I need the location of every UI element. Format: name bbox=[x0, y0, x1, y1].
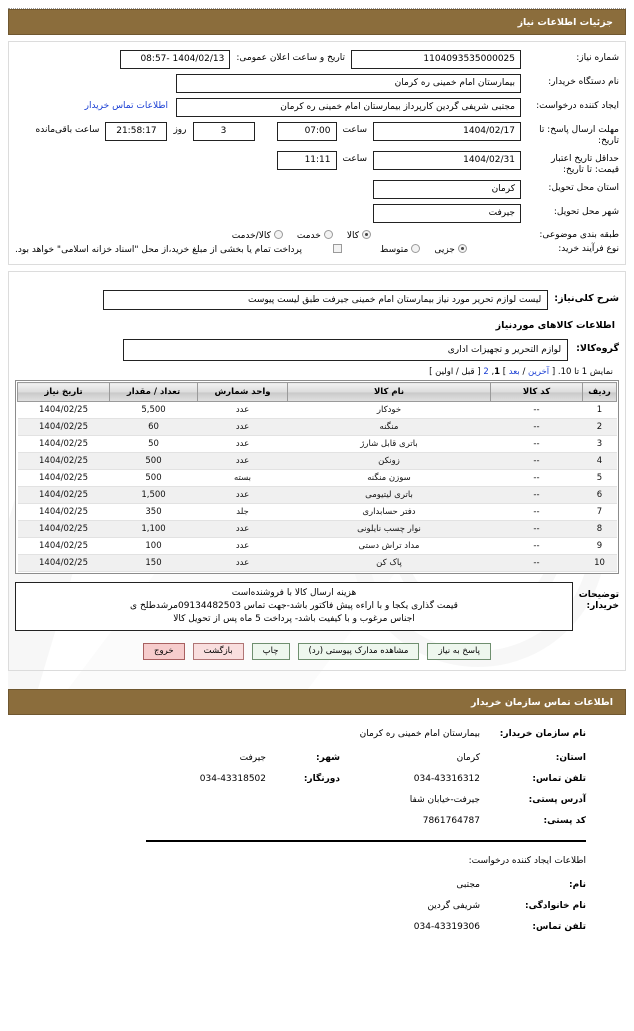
cell-qty: 150 bbox=[110, 555, 198, 572]
contact-address-value: جیرفت-خیابان شفا bbox=[409, 795, 480, 805]
cell-name: پاک کن bbox=[288, 555, 491, 572]
table-row bbox=[18, 419, 617, 436]
validity-hour-label: ساعت bbox=[342, 154, 367, 164]
row-need-number bbox=[15, 50, 619, 70]
deadline-time-field[interactable]: 07:00 bbox=[277, 122, 337, 141]
page-title: جزئیات اطلاعات نیاز bbox=[8, 9, 626, 35]
row-classification bbox=[15, 230, 619, 241]
summary-field[interactable]: لیست لوازم تحریر مورد نیاز بیمارستان امام خمینی جیرفت طبق لیست پیوست bbox=[103, 290, 548, 310]
cell-qty: 500 bbox=[110, 470, 198, 487]
need-number-field[interactable]: 1104093535000025 bbox=[351, 50, 521, 69]
table-row bbox=[18, 402, 617, 419]
row-requester-last-name bbox=[8, 901, 586, 911]
cell-unit: عدد bbox=[198, 436, 288, 453]
cell-unit: جلد bbox=[198, 504, 288, 521]
cell-code: -- bbox=[491, 504, 583, 521]
row-deadline bbox=[15, 122, 619, 147]
cell-name: منگنه bbox=[288, 419, 491, 436]
cell-date: 1404/02/25 bbox=[18, 521, 110, 538]
row-requester-first-name bbox=[8, 880, 586, 890]
table-row bbox=[18, 487, 617, 504]
contact-address-label: آدرس پستی: bbox=[528, 795, 586, 805]
contact-province-value: کرمان bbox=[456, 753, 480, 763]
pagination-last-link[interactable]: آخرین bbox=[528, 367, 550, 377]
process-option-minor[interactable] bbox=[434, 244, 467, 255]
row-contact-phone bbox=[8, 774, 586, 784]
requester-section-title: اطلاعات ایجاد کننده درخواست: bbox=[468, 856, 586, 866]
col-header-qty: تعداد / مقدار bbox=[110, 383, 198, 402]
process-option-minor-label: جزیی bbox=[434, 245, 455, 255]
action-button-row bbox=[15, 643, 619, 664]
contact-province-label: استان: bbox=[555, 753, 586, 763]
table-row bbox=[18, 436, 617, 453]
contact-postal-label: کد پستی: bbox=[543, 816, 586, 826]
cell-name: باتری قابل شارژ bbox=[288, 436, 491, 453]
radio-icon[interactable] bbox=[274, 230, 283, 239]
respond-to-need-button[interactable]: پاسخ به نیاز bbox=[427, 643, 491, 660]
creator-label bbox=[521, 98, 619, 112]
row-summary bbox=[15, 290, 619, 310]
contact-city-label: شهر: bbox=[316, 753, 340, 763]
cell-row: 5 bbox=[583, 470, 617, 487]
pagination-comma: , bbox=[491, 367, 495, 377]
row-province bbox=[15, 180, 619, 200]
classification-option-both[interactable] bbox=[232, 230, 283, 241]
col-header-date: تاریخ نیاز bbox=[18, 383, 110, 402]
row-goods-group bbox=[15, 339, 619, 361]
cell-qty: 500 bbox=[110, 453, 198, 470]
table-row bbox=[18, 504, 617, 521]
buyer-notes-line-1: هزینه ارسال کالا با فروشنده‌است bbox=[231, 588, 357, 598]
cell-row: 4 bbox=[583, 453, 617, 470]
row-contact-postal bbox=[8, 816, 586, 826]
col-header-code: کد کالا bbox=[491, 383, 583, 402]
city-field[interactable]: جیرفت bbox=[373, 204, 521, 223]
requester-last-name-label: نام خانوادگی: bbox=[524, 901, 586, 911]
cell-unit: عدد bbox=[198, 487, 288, 504]
classification-label: طبقه بندی موضوعی: bbox=[539, 230, 619, 240]
buyer-notes-label-line1: توضیحات bbox=[578, 590, 619, 600]
cell-date: 1404/02/25 bbox=[18, 402, 110, 419]
classification-option-khedmat-label: خدمت bbox=[296, 231, 321, 241]
pagination-bracket-open: [ bbox=[551, 367, 556, 377]
cell-row: 3 bbox=[583, 436, 617, 453]
cell-code: -- bbox=[491, 419, 583, 436]
items-table-body bbox=[18, 402, 617, 572]
need-number-label: شماره نیاز: bbox=[576, 53, 619, 63]
requester-first-name-label: نام: bbox=[569, 880, 586, 890]
process-option-medium[interactable] bbox=[380, 244, 420, 255]
classification-option-khedmat[interactable] bbox=[297, 230, 333, 241]
cell-name: خودکار bbox=[288, 402, 491, 419]
buyer-org-field[interactable]: بیمارستان امام خمینی ره کرمان bbox=[176, 74, 521, 93]
classification-option-both-label: کالا/خدمت bbox=[231, 231, 271, 241]
row-creator bbox=[15, 98, 619, 118]
radio-icon[interactable] bbox=[362, 230, 371, 239]
cell-name: مداد تراش دستی bbox=[288, 538, 491, 555]
pagination-first-link[interactable]: اولین bbox=[435, 367, 454, 377]
cell-qty: 1,100 bbox=[110, 521, 198, 538]
table-row bbox=[18, 538, 617, 555]
goods-group-field[interactable]: لوازم التحریر و تجهیزات اداری bbox=[123, 339, 568, 361]
validity-time-field[interactable]: 11:11 bbox=[277, 151, 337, 170]
need-details-panel bbox=[8, 41, 626, 265]
cell-qty: 350 bbox=[110, 504, 198, 521]
cell-code: -- bbox=[491, 538, 583, 555]
city-label: شهر محل تحویل: bbox=[553, 207, 619, 217]
pagination bbox=[15, 367, 613, 377]
items-table bbox=[17, 382, 617, 572]
cell-qty: 1,500 bbox=[110, 487, 198, 504]
requester-first-name-value: مجتبی bbox=[456, 880, 480, 890]
pagination-page-1[interactable]: 1 bbox=[494, 367, 501, 377]
goods-group-label: گروه‌کالا: bbox=[576, 343, 619, 354]
cell-date: 1404/02/25 bbox=[18, 555, 110, 572]
cell-name: دفتر حسابداری bbox=[288, 504, 491, 521]
cell-date: 1404/02/25 bbox=[18, 504, 110, 521]
row-city bbox=[15, 204, 619, 224]
row-buyer-notes bbox=[15, 582, 619, 631]
contact-phone-value: 034-43316312 bbox=[413, 774, 480, 784]
cell-code: -- bbox=[491, 487, 583, 504]
items-panel bbox=[8, 271, 626, 671]
cell-row: 10 bbox=[583, 555, 617, 572]
page-root bbox=[8, 8, 626, 1023]
radio-icon[interactable] bbox=[324, 230, 333, 239]
checkbox-icon[interactable] bbox=[333, 244, 342, 253]
col-header-unit: واحد شمارش bbox=[198, 383, 288, 402]
row-requester-phone bbox=[8, 922, 586, 932]
cell-name: سوزن منگنه bbox=[288, 470, 491, 487]
cell-unit: عدد bbox=[198, 402, 288, 419]
creator-label-text: ایجاد کننده درخواست: bbox=[536, 101, 619, 111]
cell-unit: عدد bbox=[198, 419, 288, 436]
requester-phone-label: تلفن تماس: bbox=[532, 922, 586, 932]
cell-date: 1404/02/25 bbox=[18, 453, 110, 470]
cell-qty: 50 bbox=[110, 436, 198, 453]
pagination-next-link[interactable]: بعد bbox=[508, 367, 520, 377]
requester-phone-value: 034-43319306 bbox=[413, 922, 480, 932]
buyer-notes-label-line2: خریدار: bbox=[586, 601, 619, 611]
radio-icon[interactable] bbox=[458, 244, 467, 253]
pagination-prev-link[interactable]: قبل bbox=[461, 367, 475, 377]
buyer-org-label: نام دستگاه خریدار: bbox=[548, 77, 619, 87]
validity-date-field[interactable]: 1404/02/31 bbox=[373, 151, 521, 170]
pagination-bracket-close-2: ] bbox=[429, 367, 433, 377]
table-row bbox=[18, 470, 617, 487]
cell-date: 1404/02/25 bbox=[18, 538, 110, 555]
announce-label: تاریخ و ساعت اعلان عمومی: bbox=[236, 53, 345, 63]
cell-code: -- bbox=[491, 521, 583, 538]
cell-code: -- bbox=[491, 470, 583, 487]
province-field[interactable]: کرمان bbox=[373, 180, 521, 199]
row-contact-org bbox=[8, 729, 586, 739]
items-section-title: اطلاعات کالاهای موردنیاز bbox=[495, 320, 615, 331]
buyer-notes-label bbox=[573, 582, 619, 612]
deadline-hour-label: ساعت bbox=[342, 125, 367, 135]
contact-fax-value: 034-43318502 bbox=[199, 774, 266, 784]
cell-code: -- bbox=[491, 555, 583, 572]
contact-city-value: جیرفت bbox=[239, 753, 266, 763]
exit-button[interactable]: خروج bbox=[143, 643, 185, 660]
requester-last-name-value: شریفی گردین bbox=[427, 901, 480, 911]
cell-unit: عدد bbox=[198, 521, 288, 538]
contact-fax-label: دورنگار: bbox=[303, 774, 340, 784]
row-buyer-org bbox=[15, 74, 619, 94]
cell-qty: 60 bbox=[110, 419, 198, 436]
contact-phone-label: تلفن تماس: bbox=[532, 774, 586, 784]
back-button[interactable]: بازگشت bbox=[193, 643, 244, 660]
cell-row: 7 bbox=[583, 504, 617, 521]
cell-code: -- bbox=[491, 453, 583, 470]
cell-name: باتری لیتیومی bbox=[288, 487, 491, 504]
print-button[interactable]: چاپ bbox=[252, 643, 290, 660]
remaining-time-label: ساعت باقی‌مانده bbox=[35, 125, 100, 135]
buyer-notes-box bbox=[15, 582, 573, 631]
table-row bbox=[18, 555, 617, 572]
radio-icon[interactable] bbox=[411, 244, 420, 253]
deadline-date-field[interactable]: 1404/02/17 bbox=[373, 122, 521, 141]
pagination-showing: نمایش 1 تا 10. bbox=[557, 367, 613, 377]
classification-option-kala-label: کالا bbox=[346, 231, 359, 241]
cell-date: 1404/02/25 bbox=[18, 436, 110, 453]
cell-date: 1404/02/25 bbox=[18, 419, 110, 436]
buyer-notes-line-3: اجناس مرغوب و با کیفیت باشد- پرداخت 5 ماه پس از تحویل کالا bbox=[173, 614, 415, 624]
pagination-sep-1: / bbox=[522, 367, 526, 377]
cell-qty: 5,500 bbox=[110, 402, 198, 419]
treasury-note: پرداخت تمام یا بخشی از مبلغ خرید،از محل "اسناد خزانه اسلامی" خواهد بود. bbox=[15, 244, 303, 255]
announce-date-field[interactable]: 1404/02/13 -08:57 bbox=[120, 50, 230, 69]
cell-unit: بسته bbox=[198, 470, 288, 487]
buyer-notes-line-2: قیمت گذاری یکجا و با اراءه پیش فاکتور باشد-جهت تماس 09134482503مرشدطلخ ی bbox=[130, 601, 458, 611]
contact-section-title: اطلاعات تماس سازمان خریدار bbox=[8, 689, 626, 715]
remaining-days-unit: روز bbox=[173, 125, 187, 135]
remaining-time-field[interactable]: 21:58:17 bbox=[105, 122, 167, 141]
cell-qty: 100 bbox=[110, 538, 198, 555]
row-contact-address bbox=[8, 795, 586, 805]
cell-name: زونکن bbox=[288, 453, 491, 470]
pagination-bracket-open-2: [ bbox=[477, 367, 481, 377]
classification-option-kala[interactable] bbox=[347, 230, 371, 241]
table-header-row bbox=[18, 383, 617, 402]
cell-row: 2 bbox=[583, 419, 617, 436]
pagination-sep-2: / bbox=[455, 367, 459, 377]
validity-label: حداقل تاریخ اعتبار قیمت: تا تاریخ: bbox=[551, 154, 619, 175]
cell-row: 8 bbox=[583, 521, 617, 538]
cell-row: 6 bbox=[583, 487, 617, 504]
contact-postal-value: 7861764787 bbox=[422, 816, 480, 826]
pagination-bracket-close: ] bbox=[502, 367, 507, 377]
view-attachments-button[interactable]: مشاهده مدارک پیوستی (رد) bbox=[298, 643, 420, 660]
cell-row: 9 bbox=[583, 538, 617, 555]
row-process-type bbox=[15, 244, 619, 255]
treasury-checkbox[interactable] bbox=[330, 244, 342, 255]
deadline-label: مهلت ارسال پاسخ: تا تاریخ: bbox=[539, 125, 619, 146]
contact-details bbox=[8, 729, 626, 932]
section-divider bbox=[146, 840, 586, 842]
table-row bbox=[18, 521, 617, 538]
contact-org-value: بیمارستان امام خمینی ره کرمان bbox=[359, 729, 480, 739]
cell-unit: عدد bbox=[198, 555, 288, 572]
remaining-days-field[interactable]: 3 bbox=[193, 122, 255, 141]
row-price-validity bbox=[15, 151, 619, 176]
cell-unit: عدد bbox=[198, 453, 288, 470]
creator-field[interactable]: مجتبی شریفی گردین کارپرداز بیمارستان امام خمینی ره کرمان bbox=[176, 98, 521, 117]
items-table-wrapper bbox=[15, 380, 619, 574]
pagination-page-2[interactable]: 2 bbox=[483, 367, 489, 377]
cell-row: 1 bbox=[583, 402, 617, 419]
contact-org-label: نام سازمان خریدار: bbox=[499, 729, 586, 739]
row-contact-province bbox=[8, 753, 586, 763]
process-label: نوع فرآیند خرید: bbox=[558, 244, 619, 254]
cell-date: 1404/02/25 bbox=[18, 470, 110, 487]
buyer-contact-link[interactable]: اطلاعات تماس خریدار bbox=[84, 101, 168, 111]
cell-code: -- bbox=[491, 402, 583, 419]
cell-code: -- bbox=[491, 436, 583, 453]
table-row bbox=[18, 453, 617, 470]
summary-label: شرح کلی‌نیاز: bbox=[554, 293, 619, 304]
cell-name: نوار چسب نایلونی bbox=[288, 521, 491, 538]
province-label: استان محل تحویل: bbox=[548, 183, 619, 193]
process-option-medium-label: متوسط bbox=[380, 245, 409, 255]
col-header-row: ردیف bbox=[583, 383, 617, 402]
col-header-name: نام کالا bbox=[288, 383, 491, 402]
cell-date: 1404/02/25 bbox=[18, 487, 110, 504]
cell-unit: عدد bbox=[198, 538, 288, 555]
